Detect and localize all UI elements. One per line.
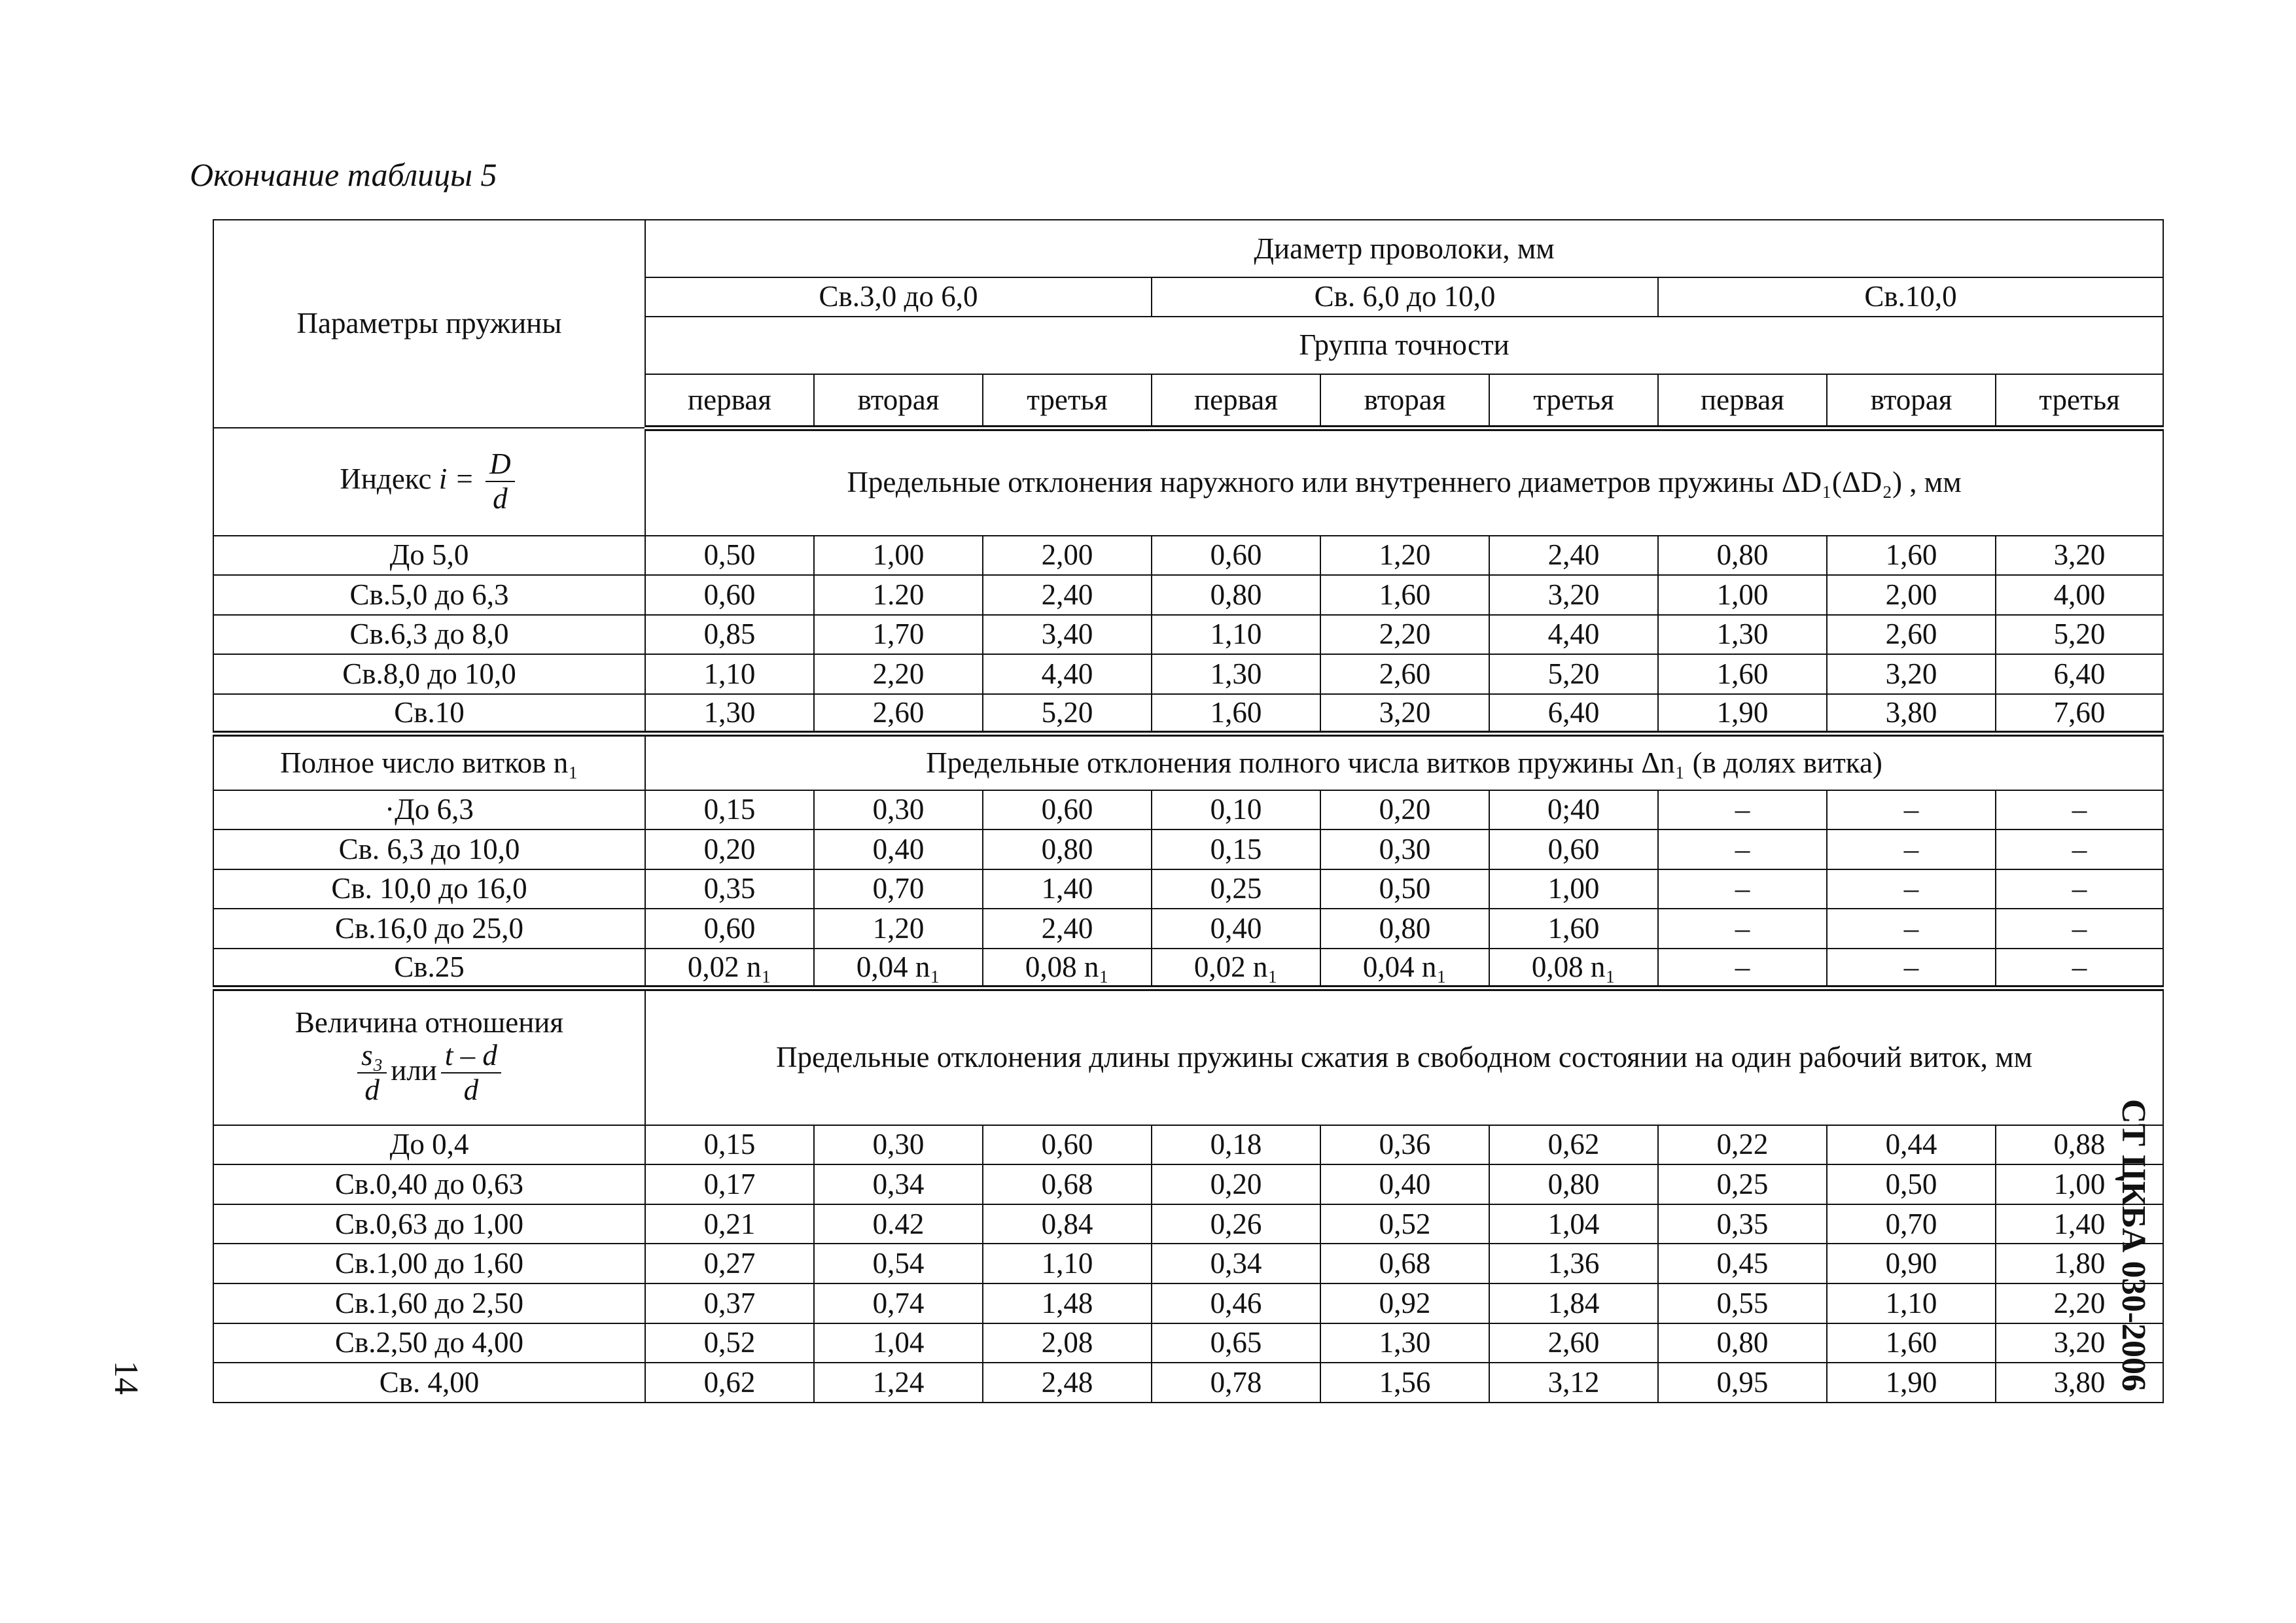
value-cell: 0,08 n₁ — [1489, 949, 1658, 988]
value-cell: 0;40 — [1489, 790, 1658, 830]
value-cell: 1,00 — [1996, 1164, 2163, 1204]
value-cell: – — [1658, 829, 1827, 869]
section-header-row — [213, 733, 2163, 790]
value-cell: 7,60 — [1996, 694, 2163, 734]
value-cell: 0,34 — [814, 1164, 983, 1204]
value-cell: 1,30 — [1152, 654, 1320, 694]
value-cell: – — [1658, 790, 1827, 830]
value-cell: 2,20 — [814, 654, 983, 694]
value-cell: 1,30 — [1658, 615, 1827, 655]
value-cell: 0,25 — [1658, 1164, 1827, 1204]
value-cell: 0,46 — [1152, 1283, 1320, 1323]
value-cell: – — [1827, 949, 1996, 988]
value-cell: 0,34 — [1152, 1244, 1320, 1283]
value-cell: 1,30 — [645, 694, 814, 734]
value-cell: 1,60 — [1489, 909, 1658, 949]
value-cell: – — [1658, 949, 1827, 988]
value-cell: 1,00 — [1658, 575, 1827, 615]
section-title: Предельные отклонения длины пружины сжатия в свободном состоянии на один рабочий виток, мм — [645, 988, 2163, 1125]
table-row — [213, 829, 2163, 869]
table-row — [213, 909, 2163, 949]
value-cell: 0,20 — [1152, 1164, 1320, 1204]
value-cell: 3,80 — [1827, 694, 1996, 734]
section-header-row — [213, 988, 2163, 1125]
value-cell: 0,04 n₁ — [814, 949, 983, 988]
value-cell: 0,20 — [1320, 790, 1489, 830]
value-cell: – — [1658, 869, 1827, 909]
value-cell: 0,60 — [1489, 829, 1658, 869]
group-header: третья — [1996, 374, 2163, 428]
value-cell: 1,04 — [814, 1323, 983, 1363]
value-cell: 1,24 — [814, 1363, 983, 1403]
group-header: вторая — [1320, 374, 1489, 428]
value-cell: 0,52 — [645, 1323, 814, 1363]
formula-denominator: d — [493, 482, 508, 515]
value-cell: 0,60 — [983, 1125, 1152, 1165]
value-cell: 0,90 — [1827, 1244, 1996, 1283]
coil-count-label: Полное число витков n₁ — [213, 733, 645, 790]
fraction-numerator: s₃ — [357, 1039, 387, 1074]
value-cell: 0,40 — [814, 829, 983, 869]
row-label: Св.6,3 до 8,0 — [213, 615, 645, 655]
range-header: Св.10,0 — [1658, 277, 2163, 317]
value-cell: 1,20 — [814, 909, 983, 949]
value-cell: 1,10 — [983, 1244, 1152, 1283]
value-cell: 1,70 — [814, 615, 983, 655]
value-cell: 5,20 — [1489, 654, 1658, 694]
row-label: Св.0,63 до 1,00 — [213, 1204, 645, 1244]
value-cell: 0,15 — [645, 790, 814, 830]
value-cell: 0,04 n₁ — [1320, 949, 1489, 988]
value-cell: 0,62 — [1489, 1125, 1658, 1165]
value-cell: 0,40 — [1320, 1164, 1489, 1204]
value-cell: 0,35 — [1658, 1204, 1827, 1244]
value-cell: 0,92 — [1320, 1283, 1489, 1323]
value-cell: 1,84 — [1489, 1283, 1658, 1323]
param-header: Параметры пружины — [213, 220, 645, 428]
value-cell: 2,40 — [983, 909, 1152, 949]
value-cell: 1,90 — [1827, 1363, 1996, 1403]
fraction-denominator: d — [364, 1073, 380, 1107]
value-cell: 2,60 — [1489, 1323, 1658, 1363]
value-cell: 1,60 — [1827, 1323, 1996, 1363]
value-cell: 0,45 — [1658, 1244, 1827, 1283]
value-cell: 0,02 n₁ — [645, 949, 814, 988]
value-cell: 1,40 — [1996, 1204, 2163, 1244]
value-cell: 0,68 — [1320, 1244, 1489, 1283]
index-formula — [486, 447, 515, 517]
value-cell: – — [1658, 909, 1827, 949]
value-cell: 6,40 — [1996, 654, 2163, 694]
value-cell: 0,74 — [814, 1283, 983, 1323]
value-cell: – — [1996, 829, 2163, 869]
row-label: Св.5,0 до 6,3 — [213, 575, 645, 615]
value-cell: 2,60 — [1827, 615, 1996, 655]
value-cell: 4,00 — [1996, 575, 2163, 615]
table-row — [213, 1164, 2163, 1204]
row-label: Св.8,0 до 10,0 — [213, 654, 645, 694]
row-label: Св.16,0 до 25,0 — [213, 909, 645, 949]
value-cell: 2,60 — [814, 694, 983, 734]
value-cell: 1.20 — [814, 575, 983, 615]
value-cell: 3,20 — [1996, 536, 2163, 576]
value-cell: 0,78 — [1152, 1363, 1320, 1403]
value-cell: 0,30 — [814, 1125, 983, 1165]
value-cell: 2,20 — [1996, 1283, 2163, 1323]
range-header: Св.3,0 до 6,0 — [645, 277, 1152, 317]
group-header: вторая — [1827, 374, 1996, 428]
value-cell: 0,80 — [1489, 1164, 1658, 1204]
group-header: третья — [1489, 374, 1658, 428]
value-cell: 1,60 — [1152, 694, 1320, 734]
value-cell: 0,27 — [645, 1244, 814, 1283]
value-cell: 1,60 — [1320, 575, 1489, 615]
row-label: Св.10 — [213, 694, 645, 734]
value-cell: 0,37 — [645, 1283, 814, 1323]
value-cell: 3,20 — [1996, 1323, 2163, 1363]
value-cell: 2,00 — [1827, 575, 1996, 615]
value-cell: – — [1827, 829, 1996, 869]
or-word: или — [391, 1053, 437, 1087]
index-label: Индекс — [340, 462, 432, 495]
value-cell: 1,60 — [1658, 654, 1827, 694]
value-cell: 0,80 — [1152, 575, 1320, 615]
ratio-fraction-2 — [441, 1039, 501, 1108]
value-cell: 0,40 — [1152, 909, 1320, 949]
value-cell: 3,80 — [1996, 1363, 2163, 1403]
value-cell: – — [1827, 869, 1996, 909]
value-cell: 1,20 — [1320, 536, 1489, 576]
value-cell: 2,40 — [983, 575, 1152, 615]
value-cell: 0,80 — [1658, 536, 1827, 576]
value-cell: 1,10 — [1152, 615, 1320, 655]
value-cell: 0,30 — [1320, 829, 1489, 869]
value-cell: 1,10 — [645, 654, 814, 694]
row-label: Св.25 — [213, 949, 645, 988]
value-cell: 6,40 — [1489, 694, 1658, 734]
value-cell: – — [1996, 869, 2163, 909]
value-cell: 3,20 — [1320, 694, 1489, 734]
value-cell: 0,80 — [983, 829, 1152, 869]
fraction-denominator: d — [463, 1073, 479, 1107]
value-cell: 0,95 — [1658, 1363, 1827, 1403]
value-cell: 4,40 — [983, 654, 1152, 694]
table-row — [213, 869, 2163, 909]
value-cell: 5,20 — [983, 694, 1152, 734]
value-cell: 3,40 — [983, 615, 1152, 655]
table-caption: Окончание таблицы 5 — [190, 156, 497, 193]
value-cell: 0,18 — [1152, 1125, 1320, 1165]
value-cell: 0,55 — [1658, 1283, 1827, 1323]
value-cell: 1,00 — [1489, 869, 1658, 909]
value-cell: 3,20 — [1827, 654, 1996, 694]
value-cell: 0,80 — [1320, 909, 1489, 949]
value-cell: 0,08 n₁ — [983, 949, 1152, 988]
table-row — [213, 1244, 2163, 1283]
table-row — [213, 654, 2163, 694]
value-cell: 0,36 — [1320, 1125, 1489, 1165]
value-cell: 1,80 — [1996, 1244, 2163, 1283]
value-cell: 0,50 — [1320, 869, 1489, 909]
value-cell: 0,50 — [645, 536, 814, 576]
value-cell: – — [1996, 790, 2163, 830]
row-label: Св.2,50 до 4,00 — [213, 1323, 645, 1363]
value-cell: 0,44 — [1827, 1125, 1996, 1165]
group-header: третья — [983, 374, 1152, 428]
table-row — [213, 575, 2163, 615]
row-label: Св.0,40 до 0,63 — [213, 1164, 645, 1204]
value-cell: 0,25 — [1152, 869, 1320, 909]
value-cell: 0,15 — [1152, 829, 1320, 869]
value-cell: 0,62 — [645, 1363, 814, 1403]
value-cell: 0,65 — [1152, 1323, 1320, 1363]
section-title: Предельные отклонения полного числа витков пружины Δn₁ (в долях витка) — [645, 733, 2163, 790]
value-cell: 0,60 — [645, 575, 814, 615]
group-header: вторая — [814, 374, 983, 428]
section-title: Предельные отклонения наружного или внутреннего диаметров пружины ΔD₁(ΔD₂) , мм — [645, 428, 2163, 535]
value-cell: 2,00 — [983, 536, 1152, 576]
value-cell: 0,30 — [814, 790, 983, 830]
value-cell: 0,54 — [814, 1244, 983, 1283]
value-cell: 0,85 — [645, 615, 814, 655]
value-cell: 0,60 — [983, 790, 1152, 830]
value-cell: 0,52 — [1320, 1204, 1489, 1244]
value-cell: 1,90 — [1658, 694, 1827, 734]
value-cell: 0,10 — [1152, 790, 1320, 830]
group-header: первая — [1152, 374, 1320, 428]
fraction-numerator: t – d — [441, 1039, 501, 1074]
row-label: До 5,0 — [213, 536, 645, 576]
value-cell: 0,68 — [983, 1164, 1152, 1204]
diameter-header: Диаметр проволоки, мм — [645, 220, 2163, 277]
value-cell: 0,70 — [814, 869, 983, 909]
ratio-formulas — [218, 1039, 641, 1108]
ratio-fraction-1 — [357, 1039, 387, 1108]
table-row — [213, 790, 2163, 830]
group-header: первая — [645, 374, 814, 428]
value-cell: 2,08 — [983, 1323, 1152, 1363]
table-row — [213, 536, 2163, 576]
table-row — [213, 1323, 2163, 1363]
table-row — [213, 1283, 2163, 1323]
table-row — [213, 615, 2163, 655]
row-label: Св.1,60 до 2,50 — [213, 1283, 645, 1323]
ratio-label: Величина отношения — [294, 1006, 564, 1039]
value-cell: 1,10 — [1827, 1283, 1996, 1323]
table-row — [213, 1125, 2163, 1165]
value-cell: 0,17 — [645, 1164, 814, 1204]
table-row — [213, 949, 2163, 988]
value-cell: – — [1996, 909, 2163, 949]
value-cell: 1,36 — [1489, 1244, 1658, 1283]
value-cell: – — [1827, 790, 1996, 830]
row-label: ·До 6,3 — [213, 790, 645, 830]
ratio-label-cell — [213, 988, 645, 1125]
value-cell: 0,50 — [1827, 1164, 1996, 1204]
value-cell: 1,30 — [1320, 1323, 1489, 1363]
value-cell: 1,04 — [1489, 1204, 1658, 1244]
value-cell: 0,21 — [645, 1204, 814, 1244]
value-cell: – — [1827, 909, 1996, 949]
value-cell: – — [1996, 949, 2163, 988]
index-label-cell — [213, 428, 645, 535]
index-formula-var: i = — [438, 462, 474, 495]
value-cell: 0,26 — [1152, 1204, 1320, 1244]
value-cell: 0,88 — [1996, 1125, 2163, 1165]
document-code: СТ ЦКБА 030-2006 — [2115, 1099, 2152, 1391]
value-cell: 1,00 — [814, 536, 983, 576]
value-cell: 0,35 — [645, 869, 814, 909]
group-header: первая — [1658, 374, 1827, 428]
value-cell: 0,80 — [1658, 1323, 1827, 1363]
value-cell: 0,22 — [1658, 1125, 1827, 1165]
value-cell: 0,02 n₁ — [1152, 949, 1320, 988]
row-label: До 0,4 — [213, 1125, 645, 1165]
tolerance-table — [213, 219, 2164, 1403]
table-row — [213, 694, 2163, 734]
row-label: Св. 6,3 до 10,0 — [213, 829, 645, 869]
value-cell: 0,70 — [1827, 1204, 1996, 1244]
value-cell: 1,48 — [983, 1283, 1152, 1323]
value-cell: 2,20 — [1320, 615, 1489, 655]
value-cell: 4,40 — [1489, 615, 1658, 655]
table-row — [213, 1363, 2163, 1403]
row-label: Св. 4,00 — [213, 1363, 645, 1403]
value-cell: 0,60 — [645, 909, 814, 949]
value-cell: 2,48 — [983, 1363, 1152, 1403]
value-cell: 0,60 — [1152, 536, 1320, 576]
row-label: Св.1,00 до 1,60 — [213, 1244, 645, 1283]
formula-numerator: D — [486, 447, 515, 483]
value-cell: 0,20 — [645, 829, 814, 869]
value-cell: 1,60 — [1827, 536, 1996, 576]
value-cell: 2,60 — [1320, 654, 1489, 694]
value-cell: 3,12 — [1489, 1363, 1658, 1403]
value-cell: 1,56 — [1320, 1363, 1489, 1403]
value-cell: 0,15 — [645, 1125, 814, 1165]
row-label: Св. 10,0 до 16,0 — [213, 869, 645, 909]
value-cell: 0.42 — [814, 1204, 983, 1244]
value-cell: 1,40 — [983, 869, 1152, 909]
value-cell: 0,84 — [983, 1204, 1152, 1244]
table-row — [213, 1204, 2163, 1244]
value-cell: 3,20 — [1489, 575, 1658, 615]
range-header: Св. 6,0 до 10,0 — [1152, 277, 1658, 317]
page-number: 14 — [107, 1361, 145, 1395]
accuracy-group-header: Группа точности — [645, 317, 2163, 374]
value-cell: 2,40 — [1489, 536, 1658, 576]
value-cell: 5,20 — [1996, 615, 2163, 655]
